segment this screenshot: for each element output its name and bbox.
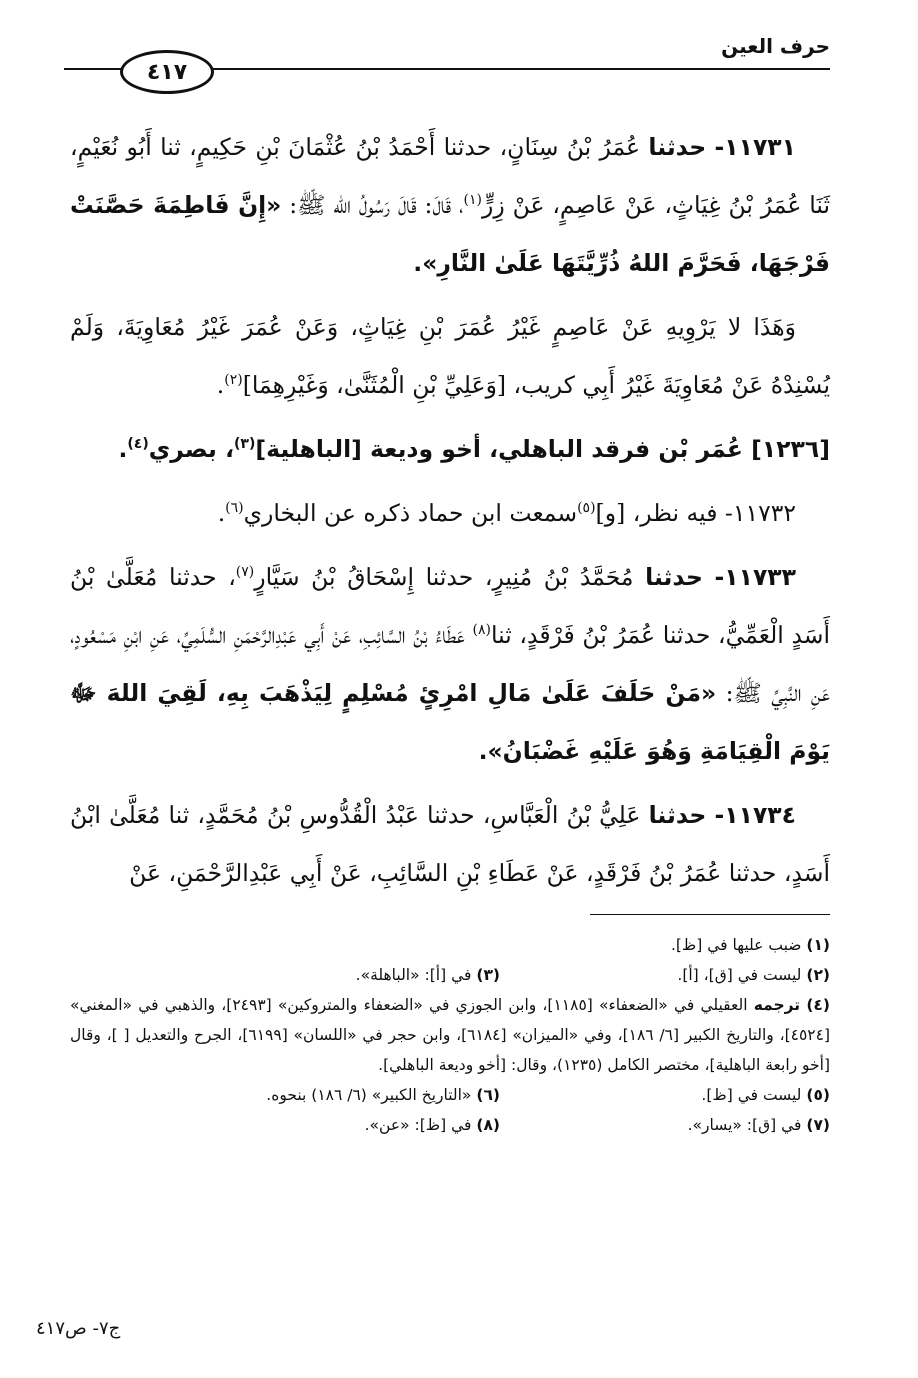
volume-page-mark: ج٧- ص٤١٧ [36, 1318, 121, 1339]
hadith-matn: «مَنْ حَلَفَ عَلَىٰ مَالِ امْرِئٍ مُسْلِمٍ لِيَذْهَبَ بِهِ، لَقِيَ اللهَ ﷻ يَوْمَ الْقِيَامَةِ وَهُوَ عَلَيْهِ غَضْبَانُ». [70, 679, 830, 765]
hadith-matn: «إِنَّ فَاطِمَةَ حَصَّنَتْ فَرْجَهَا، فَحَرَّمَ اللهُ ذُرِّيَّتَهَا عَلَىٰ النَّارِ». [70, 191, 830, 277]
commentary-paragraph [70, 298, 830, 414]
period: . [118, 435, 128, 463]
isnad-text-cont: ، حدثنا مُعَلَّىٰ بْنُ أَسَدٍ الْعَمِّيُّ، حدثنا عُمَرُ بْنُ فَرْقَدٍ، ثنا [70, 563, 830, 649]
hadith-11732 [70, 484, 830, 542]
footnote-ref-1[interactable]: (١) [463, 192, 482, 209]
footnote-6 [70, 1080, 500, 1110]
footnote-lead-word: ترجمه [753, 996, 801, 1014]
footnote-8 [70, 1110, 500, 1140]
footnote-text: ضبب عليها في [ظ]. [670, 936, 802, 954]
note-text-cont: سمعت ابن حماد ذكره عن البخاري [243, 499, 578, 527]
period: . [216, 371, 225, 399]
footnote-5 [500, 1080, 830, 1110]
footnote-text: ليست في [ق]، [أ]. [677, 966, 802, 984]
footnote-number: (٥) [806, 1086, 830, 1104]
hadith-11731 [70, 118, 830, 292]
footnote-text: العقيلي في «الضعفاء» [١١٨٥]، وابن الجوزي في «الضعفاء والمتروكين» [٢٤٩٣]، والذهبي في «المغني» [٤٥٢٤]، والتاريخ الكبير [٦/ ١٨٦]، وفي «الميزان» [٦١٨٤]، وابن حجر في «اللسان» [٦١٩٩]، الجرح والتعديل [ ]، وقال [أخو رابعة الباهلية]، مختصر الكامل (١٢٣٥)، وقال: [أخو وديعة الباهلي]. [70, 996, 830, 1074]
footnote-number: (٨) [476, 1116, 500, 1134]
footnote-row-2-3 [70, 960, 830, 990]
hadith-number: ١١٧٣٤- [714, 801, 796, 829]
footnote-number: (٢) [806, 966, 830, 984]
entry-title: [١٢٣٦] عُمَر بْن فرقد الباهلي، أخو وديعة [الباهلية] [255, 435, 830, 463]
commentary-text: وَهَذَا لا يَرْوِيهِ عَنْ عَاصِمٍ غَيْرُ عُمَرَ بْنِ غِيَاثٍ، وَعَنْ عُمَرَ غَيْرُ مُعَاوِيَةَ، وَلَمْ يُسْنِدْهُ عَنْ مُعَاوِيَةَ غَيْرُ أَبِي كريب، [وَعَلِيِّ بْنِ الْمُثَنَّىٰ، وَغَيْرِهِمَا] [70, 313, 830, 399]
period: . [217, 499, 226, 527]
footnote-text: ليست في [ظ]. [701, 1086, 802, 1104]
footnote-3 [70, 960, 500, 990]
hadith-11734 [70, 786, 830, 902]
main-text [70, 118, 830, 908]
running-header-title: حرف العين [721, 34, 830, 58]
footnote-text: في [ق]: «يسار». [687, 1116, 802, 1134]
isnad-text: عَلِيُّ بْنُ الْعَبَّاسِ، حدثنا عَبْدُ الْقُدُّوسِ بْنُ مُحَمَّدٍ، ثنا مُعَلَّىٰ ابْنُ أَسَدٍ، حدثنا عُمَرُ بْنُ فَرْقَدٍ، عَنْ عَطَاءِ بْنِ السَّائِبِ، عَنْ أَبِي عَبْدِالرَّحْمَنِ، عَنْ [70, 801, 830, 887]
page-number: ٤١٧ [146, 59, 188, 85]
footnote-number: (١) [806, 936, 830, 954]
footnote-1 [70, 930, 830, 960]
entry-title-cont: ، بصري [148, 435, 234, 463]
footnote-number: (٤) [806, 996, 830, 1014]
page-number-oval [120, 50, 214, 94]
footnote-ref-4[interactable]: (٤) [127, 436, 149, 453]
biography-entry-heading [70, 420, 830, 478]
footnote-number: (٧) [806, 1116, 830, 1134]
footnote-number: (٦) [476, 1086, 500, 1104]
footnote-number: (٣) [476, 966, 500, 984]
footnote-2 [500, 960, 830, 990]
footnote-ref-8[interactable]: (٨) [472, 622, 491, 639]
hadith-11733 [70, 548, 830, 780]
footnote-ref-2[interactable]: (٢) [224, 372, 243, 389]
note-text: ١١٧٣٢- فيه نظر، [و] [595, 499, 796, 527]
footnote-ref-6[interactable]: (٦) [225, 500, 244, 517]
hadith-number: ١١٧٣٣- [714, 563, 796, 591]
footnote-row-7-8 [70, 1110, 830, 1140]
footnote-ref-7[interactable]: (٧) [235, 564, 255, 581]
isnad-text: عُمَرُ بْنُ سِنَانٍ، حدثنا أَحْمَدُ بْنُ عُثْمَانَ بْنِ حَكِيمٍ، ثنا أَبُو نُعَيْمٍ، ثَنَا عُمَرُ بْنُ غِيَاثٍ، عَنْ عَاصِمٍ، عَنْ زِرٍّ [70, 133, 830, 219]
narration-lead: حدثنا [648, 801, 707, 829]
footnote-text: «التاريخ الكبير» (٦/ ١٨٦) بنحوه. [266, 1086, 472, 1104]
isnad-text-cont-2: عَطَاءُ بْنُ السَّائِبِ، عَنْ أَبِي عَبْدِالرَّحْمَنِ السُّلَمِيِّ، عَنِ ابْنِ مَسْعُودٍ، عَنِ النَّبِيِّ ﷺ: [70, 621, 831, 707]
narration-lead: حدثنا [645, 563, 703, 591]
footnote-text: في [أ]: «الباهلة». [355, 966, 472, 984]
footnote-separator [590, 914, 830, 915]
hadith-number: ١١٧٣١- [714, 133, 796, 161]
footnote-row-5-6 [70, 1080, 830, 1110]
isnad-text-cont: ، قَالَ: قَالَ رَسُولُ الله ﷺ: [289, 191, 464, 219]
footnote-ref-3[interactable]: (٣) [234, 436, 256, 453]
footnote-4 [70, 990, 830, 1080]
footnote-7 [500, 1110, 830, 1140]
footnote-ref-5[interactable]: (٥) [577, 500, 596, 517]
footnotes [70, 930, 830, 1140]
narration-lead: حدثنا [648, 133, 707, 161]
footnote-text: في [ظ]: «عن». [364, 1116, 472, 1134]
isnad-text: مُحَمَّدُ بْنُ مُنِيرٍ، حدثنا إِسْحَاقُ بْنُ سَيَّارٍ [254, 563, 634, 591]
